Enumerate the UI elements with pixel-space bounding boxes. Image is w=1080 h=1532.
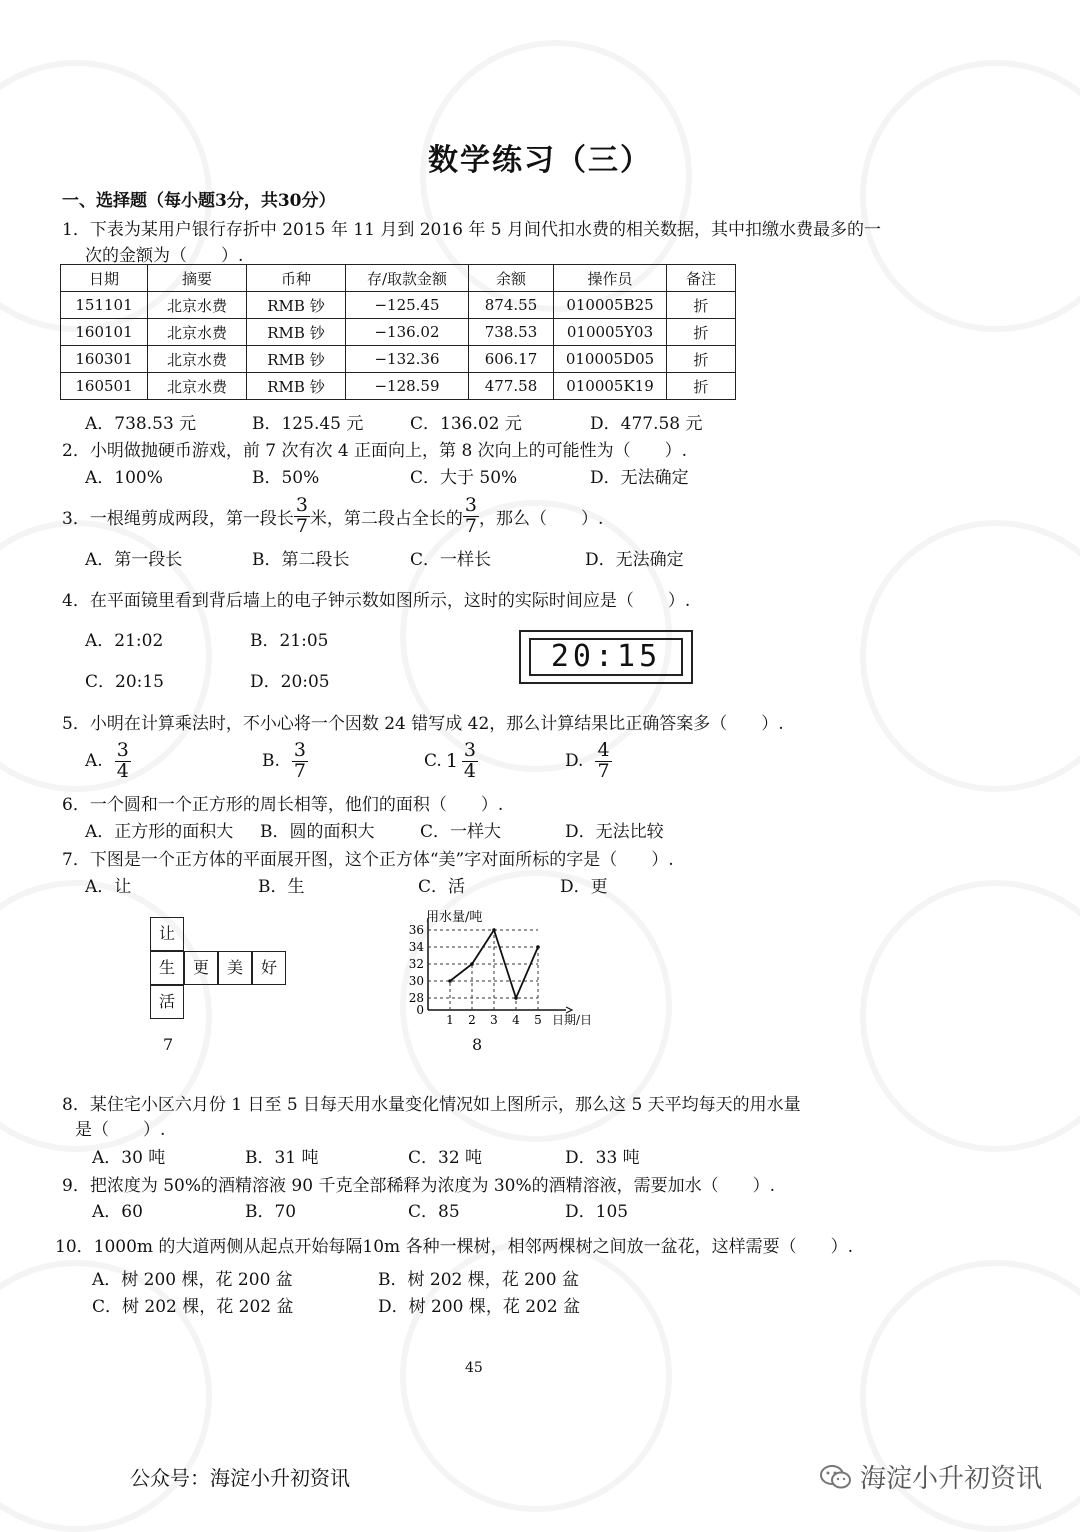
question-8-line2: 是（ ）. — [75, 1120, 166, 1140]
y-tick-label: 36 — [408, 923, 424, 937]
option-c: C．大于 50% — [410, 468, 518, 488]
y-tick-label: 32 — [408, 957, 424, 971]
passbook-table — [60, 264, 736, 400]
option-b: B．圆的面积大 — [260, 822, 375, 842]
option-d: D．477.58 元 — [590, 414, 703, 434]
option-whole: 1 — [445, 750, 458, 772]
table-cell: RMB 钞 — [247, 373, 346, 400]
numerator: 3 — [116, 738, 129, 761]
option-b: B．50% — [252, 468, 320, 488]
table-cell: −125.45 — [346, 292, 469, 319]
option-c: C．一样大 — [420, 822, 502, 842]
x-tick-label: 4 — [512, 1013, 520, 1027]
question-5: 5．小明在计算乘法时，不小心将一个因数 24 错写成 42，那么计算结果比正确答案多（ ）. — [62, 714, 784, 734]
table-cell: RMB 钞 — [247, 292, 346, 319]
water-usage-chart — [390, 910, 600, 1035]
question-1-line2: 次的金额为（ ）. — [85, 246, 244, 266]
denominator: 7 — [464, 514, 478, 537]
option-a: A．第一段长 — [85, 550, 183, 570]
option-d: D．无法确定 — [590, 468, 689, 488]
table-cell: 北京水费 — [148, 346, 247, 373]
numerator: 3 — [293, 738, 306, 761]
option-d: D．33 吨 — [565, 1148, 640, 1168]
data-point — [536, 945, 540, 949]
clock-display: 20:15 — [529, 638, 683, 676]
data-point — [514, 996, 518, 1000]
x-tick-label: 1 — [446, 1013, 454, 1027]
option-c: C．活 — [418, 877, 466, 897]
question-3-post: ，那么（ ）. — [479, 508, 604, 529]
fraction — [462, 738, 478, 782]
page-title: 数学练习（三） — [428, 143, 652, 178]
question-8-line1: 8．某住宅小区六月份 1 日至 5 日每天用水量变化情况如上图所示，那么这 5 天平均每天的用水量 — [62, 1095, 801, 1115]
option-a — [85, 735, 131, 787]
table-cell: 010005B25 — [554, 292, 667, 319]
option-c: C．32 吨 — [408, 1148, 483, 1168]
data-point — [470, 962, 474, 966]
watermark-seal — [860, 520, 1080, 792]
option-a: A．树 200 棵，花 200 盆 — [92, 1270, 293, 1290]
x-tick-label: 3 — [490, 1013, 498, 1027]
option-a: A．30 吨 — [92, 1148, 166, 1168]
table-row — [61, 292, 736, 319]
option-a: A．让 — [85, 877, 132, 897]
numerator: 3 — [463, 738, 476, 761]
table-cell: RMB 钞 — [247, 346, 346, 373]
net-face: 让 — [150, 917, 184, 951]
option-c: C．一样长 — [410, 550, 492, 570]
denominator: 7 — [295, 514, 308, 537]
table-cell: 606.17 — [469, 346, 554, 373]
option-label: A. — [85, 751, 103, 771]
fraction — [292, 738, 308, 782]
col-header: 日期 — [61, 265, 148, 292]
option-b: B．70 — [245, 1202, 297, 1222]
table-cell: 477.58 — [469, 373, 554, 400]
option-label: D. — [565, 751, 584, 771]
denominator: 4 — [116, 759, 129, 782]
net-face: 生 — [150, 951, 184, 985]
table-cell: 160101 — [61, 319, 148, 346]
table-cell: 折 — [667, 346, 736, 373]
table-row — [61, 319, 736, 346]
question-4: 4．在平面镜里看到背后墙上的电子钟示数如图所示，这时的实际时间应是（ ）. — [62, 591, 691, 611]
option-label: B. — [262, 751, 280, 771]
numerator: 3 — [295, 493, 308, 516]
cube-net-figure — [150, 917, 290, 1017]
col-header: 余额 — [469, 265, 554, 292]
figure-label-8: 8 — [472, 1035, 483, 1054]
data-point — [448, 979, 452, 983]
option-a: A．738.53 元 — [85, 414, 197, 434]
question-2: 2．小明做抛硬币游戏，前 7 次有次 4 正面向上，第 8 次向上的可能性为（ ）. — [62, 441, 688, 461]
option-d: D．树 200 棵，花 202 盆 — [378, 1297, 581, 1317]
question-3 — [62, 490, 603, 542]
x-tick-label: 2 — [468, 1013, 476, 1027]
watermark-seal — [860, 60, 1080, 332]
numerator: 3 — [464, 493, 478, 516]
net-face: 活 — [150, 985, 184, 1019]
option-c: C．85 — [408, 1202, 460, 1222]
table-cell: 010005D05 — [554, 346, 667, 373]
denominator: 7 — [597, 759, 610, 782]
footer-brand-text: 海淀小升初资讯 — [860, 1464, 1043, 1494]
figure-label-7: 7 — [163, 1035, 174, 1054]
option-b: B．生 — [258, 877, 305, 897]
col-header: 备注 — [667, 265, 736, 292]
option-label: C. — [424, 751, 442, 771]
option-b: B．31 吨 — [245, 1148, 319, 1168]
x-tick-label: 5 — [534, 1013, 542, 1027]
option-b: B．125.45 元 — [252, 414, 364, 434]
option-d: D．更 — [560, 877, 608, 897]
table-cell: 160501 — [61, 373, 148, 400]
table-cell: 010005K19 — [554, 373, 667, 400]
table-cell: 北京水费 — [148, 319, 247, 346]
col-header: 操作员 — [554, 265, 667, 292]
question-10: 10．1000m 的大道两侧从起点开始每隔10m 各种一棵树，相邻两棵树之间放一盆花，这样需要（ ）. — [55, 1237, 853, 1257]
digital-clock — [519, 630, 693, 684]
col-header: 摘要 — [148, 265, 247, 292]
y-tick-label: 28 — [408, 991, 424, 1005]
table-cell: 738.53 — [469, 319, 554, 346]
table-cell: −136.02 — [346, 319, 469, 346]
table-cell: 874.55 — [469, 292, 554, 319]
table-header-row — [61, 265, 736, 292]
section-heading: 一、选择题（每小题3分，共30分） — [62, 191, 336, 211]
option-c — [424, 735, 478, 787]
option-c: C．136.02 元 — [410, 414, 522, 434]
footer-account: 公众号：海淀小升初资讯 — [130, 1466, 350, 1490]
table-cell: 折 — [667, 319, 736, 346]
footer-brand — [820, 1458, 1042, 1495]
option-d: D．20:05 — [250, 672, 330, 692]
option-d: D．无法比较 — [565, 822, 664, 842]
x-axis-label: 日期/日 — [552, 1013, 593, 1027]
net-face: 更 — [184, 951, 218, 985]
table-cell: −128.59 — [346, 373, 469, 400]
option-a: A．21:02 — [85, 631, 164, 651]
option-c: C．20:15 — [85, 672, 164, 692]
table-cell: −132.36 — [346, 346, 469, 373]
question-6: 6．一个圆和一个正方形的周长相等，他们的面积（ ）. — [62, 795, 504, 815]
option-b: B．第二段长 — [252, 550, 350, 570]
option-a: A．60 — [92, 1202, 143, 1222]
table-cell: 010005Y03 — [554, 319, 667, 346]
table-cell: 151101 — [61, 292, 148, 319]
fraction — [595, 738, 611, 782]
question-1-line1: 1．下表为某用户银行存折中 2015 年 11 月到 2016 年 5 月间代扣水费的相关数据，其中扣缴水费最多的一 — [62, 220, 882, 240]
net-face: 美 — [218, 951, 252, 985]
page-number: 45 — [465, 1360, 483, 1376]
fraction — [115, 738, 131, 782]
y-tick-label: 30 — [408, 974, 424, 988]
table-row — [61, 346, 736, 373]
table-cell: RMB 钞 — [247, 319, 346, 346]
table-cell: 折 — [667, 373, 736, 400]
option-b: B．树 202 棵，花 200 盆 — [378, 1270, 580, 1290]
col-header: 存/取款金额 — [346, 265, 469, 292]
y-axis-label: 用水量/吨 — [426, 910, 483, 925]
fraction — [294, 493, 310, 537]
option-a: A．100% — [85, 468, 163, 488]
option-b: B．21:05 — [250, 631, 329, 651]
col-header: 币种 — [247, 265, 346, 292]
denominator: 4 — [463, 759, 476, 782]
option-d — [565, 735, 612, 787]
question-7: 7．下图是一个正方体的平面展开图，这个正方体“美”字对面所标的字是（ ）. — [62, 850, 674, 870]
wechat-icon — [820, 1464, 852, 1490]
option-b — [262, 735, 308, 787]
table-cell: 160301 — [61, 346, 148, 373]
y-tick-label: 0 — [416, 1003, 424, 1017]
y-tick-label: 34 — [408, 940, 424, 954]
option-d: D．105 — [565, 1202, 629, 1222]
question-3-pre: 3．一根绳剪成两段，第一段长 — [62, 508, 294, 529]
table-cell: 北京水费 — [148, 292, 247, 319]
net-face: 好 — [252, 951, 286, 985]
question-9: 9．把浓度为 50%的酒精溶液 90 千克全部稀释为浓度为 30%的酒精溶液，需要加水（ ）. — [62, 1176, 776, 1196]
table-cell: 折 — [667, 292, 736, 319]
option-c: C．树 202 棵，花 202 盆 — [92, 1297, 294, 1317]
watermark-seal — [860, 880, 1080, 1152]
table-cell: 北京水费 — [148, 373, 247, 400]
fraction — [463, 493, 479, 537]
numerator: 4 — [597, 738, 610, 761]
question-3-mid: 米，第二段占全长的 — [309, 508, 463, 529]
table-row — [61, 373, 736, 400]
denominator: 7 — [293, 759, 306, 782]
option-a: A．正方形的面积大 — [85, 822, 234, 842]
data-point — [492, 928, 496, 932]
option-d: D．无法确定 — [585, 550, 684, 570]
